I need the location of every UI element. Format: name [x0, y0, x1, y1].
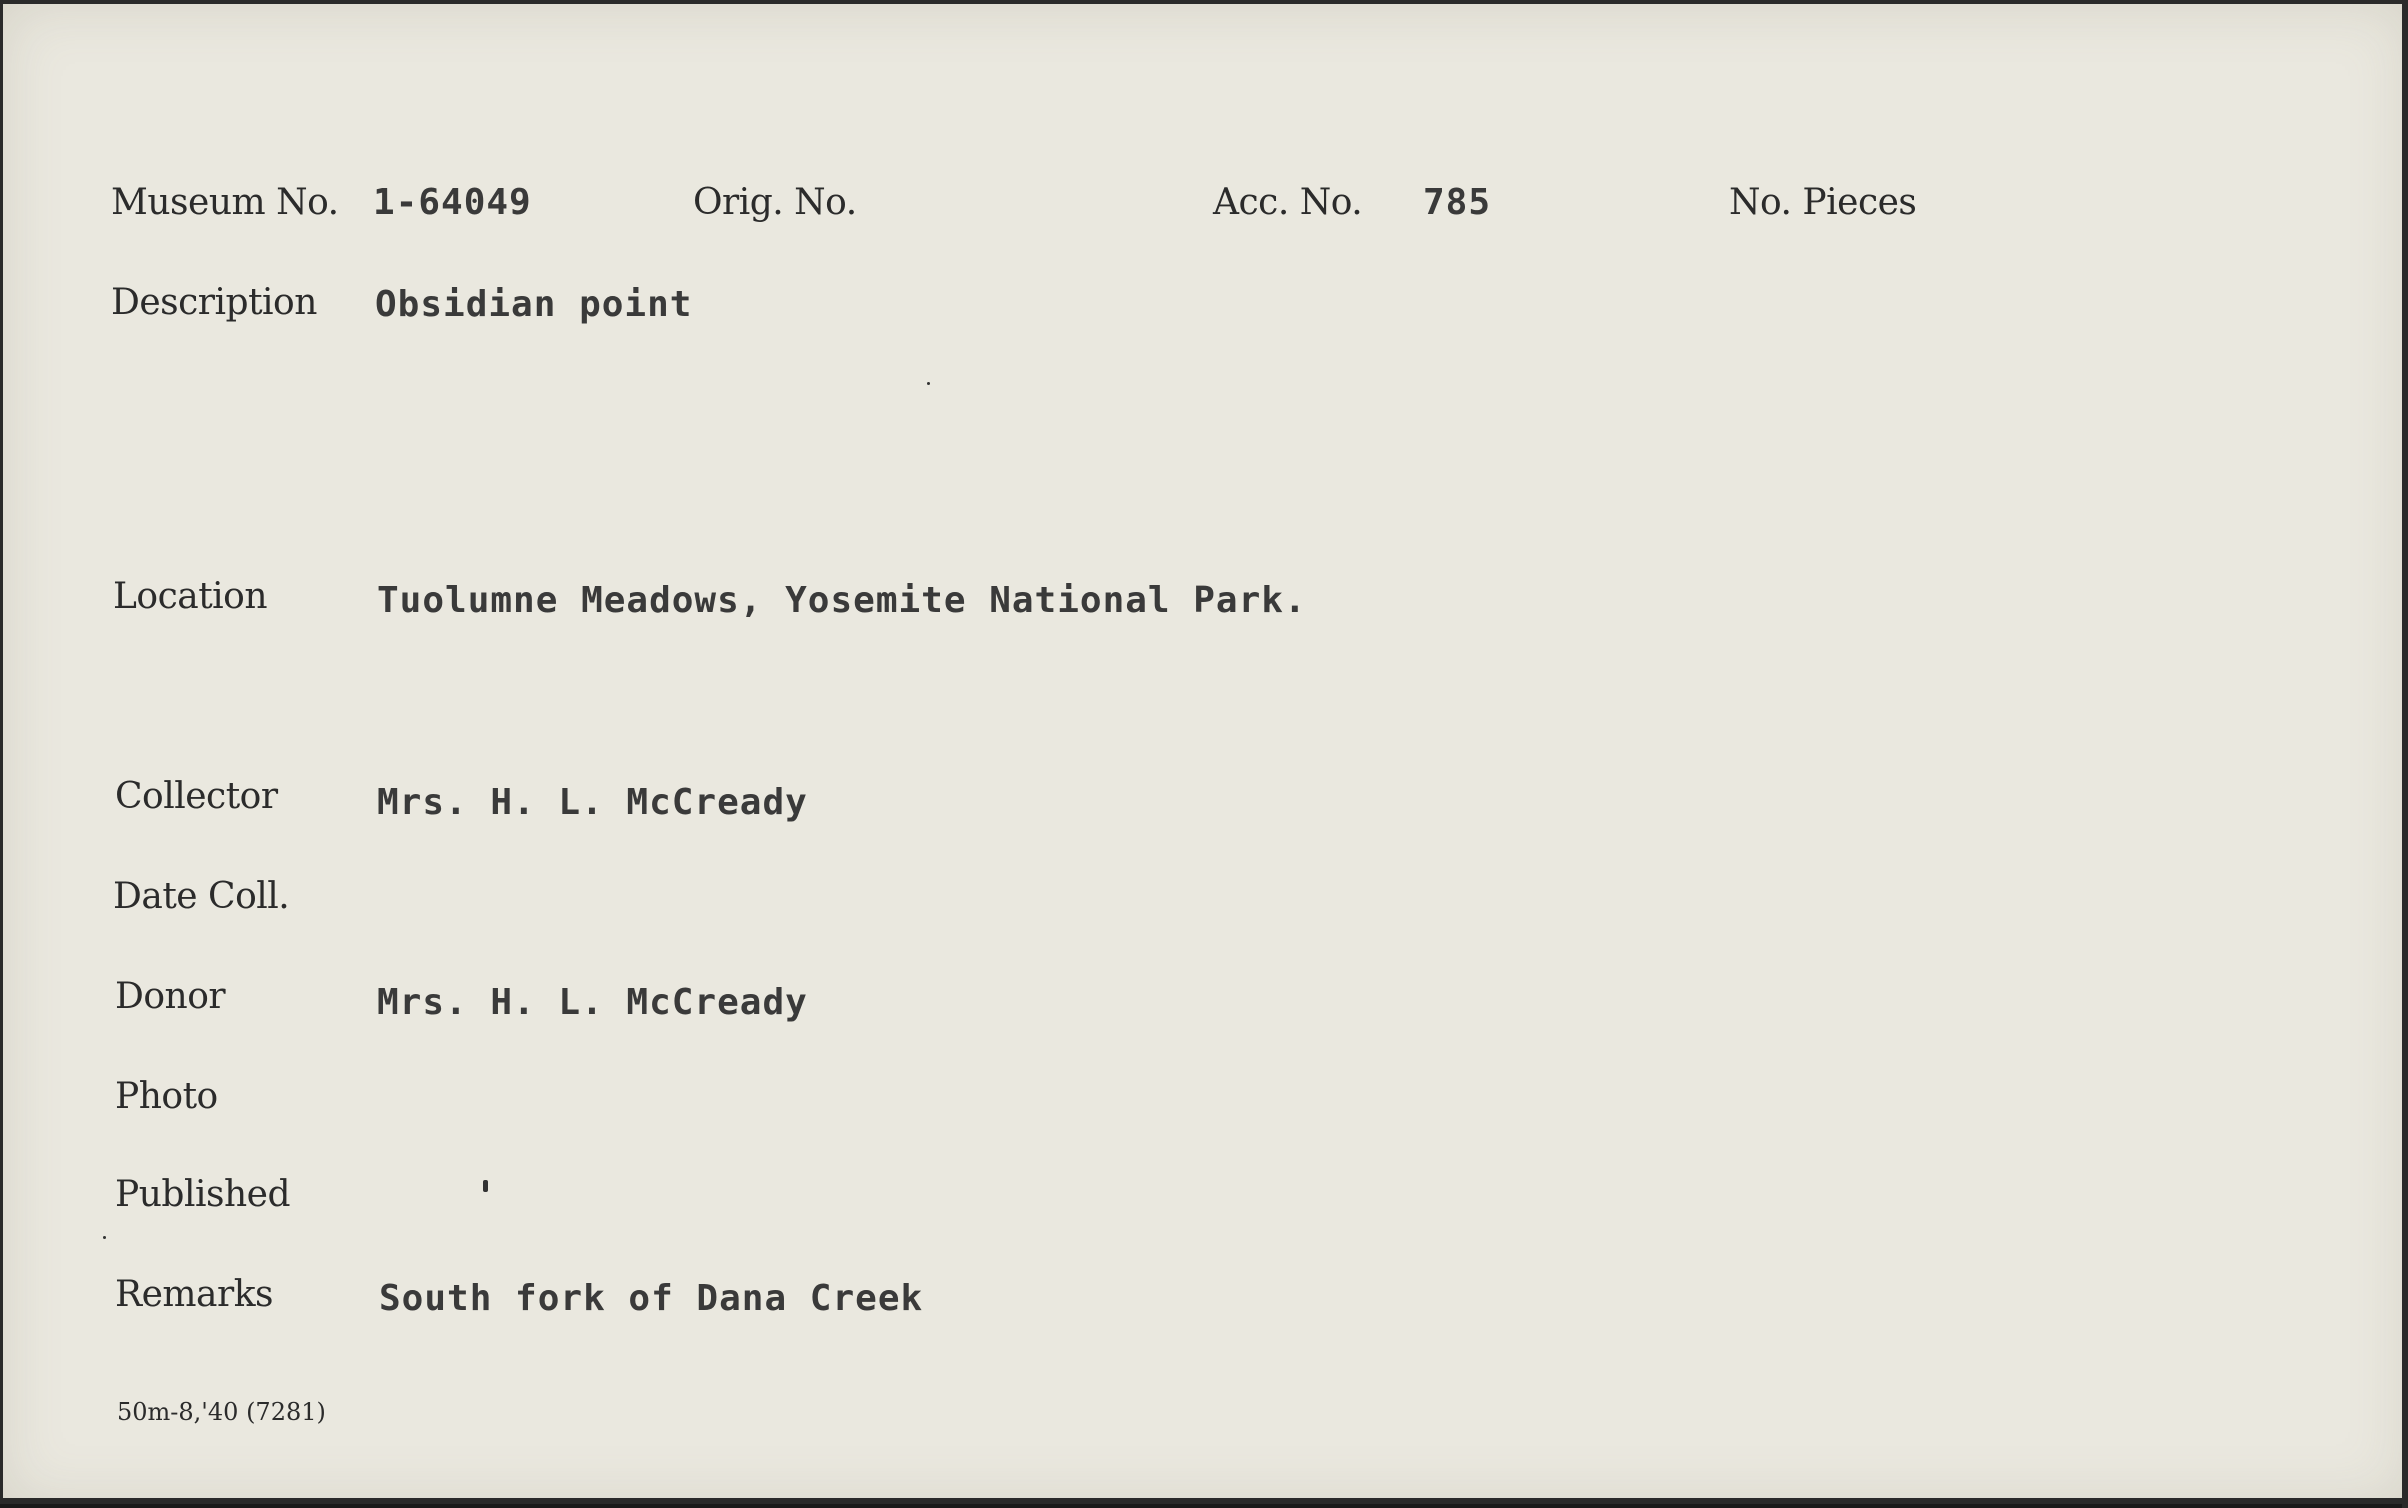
orig-no-label: Orig. No.: [693, 182, 857, 223]
remarks-label: Remarks: [115, 1274, 274, 1315]
ink-speck: [927, 382, 930, 385]
ink-speck: [103, 1236, 106, 1239]
collector-value: Mrs. H. L. McCready: [377, 782, 808, 823]
donor-label: Donor: [115, 976, 226, 1017]
donor-value: Mrs. H. L. McCready: [377, 982, 808, 1023]
acc-no-label: Acc. No.: [1213, 182, 1363, 223]
photo-label: Photo: [115, 1076, 218, 1117]
remarks-value: South fork of Dana Creek: [379, 1278, 924, 1319]
museum-no-value: 1-64049: [373, 182, 532, 223]
ink-speck: [483, 1180, 488, 1192]
museum-no-label: Museum No.: [111, 182, 339, 223]
published-label: Published: [115, 1174, 290, 1215]
location-label: Location: [113, 576, 268, 617]
card-edge-bottom: [3, 1498, 2408, 1504]
card-edge-right: [2402, 4, 2408, 1508]
no-pieces-label: No. Pieces: [1729, 182, 1917, 223]
location-value: Tuolumne Meadows, Yosemite National Park.: [377, 580, 1307, 621]
date-coll-label: Date Coll.: [113, 876, 290, 917]
description-label: Description: [111, 282, 317, 323]
print-code: 50m-8,'40 (7281): [117, 1398, 326, 1426]
acc-no-value: 785: [1423, 182, 1492, 223]
collector-label: Collector: [115, 776, 278, 817]
description-value: Obsidian point: [375, 284, 693, 325]
